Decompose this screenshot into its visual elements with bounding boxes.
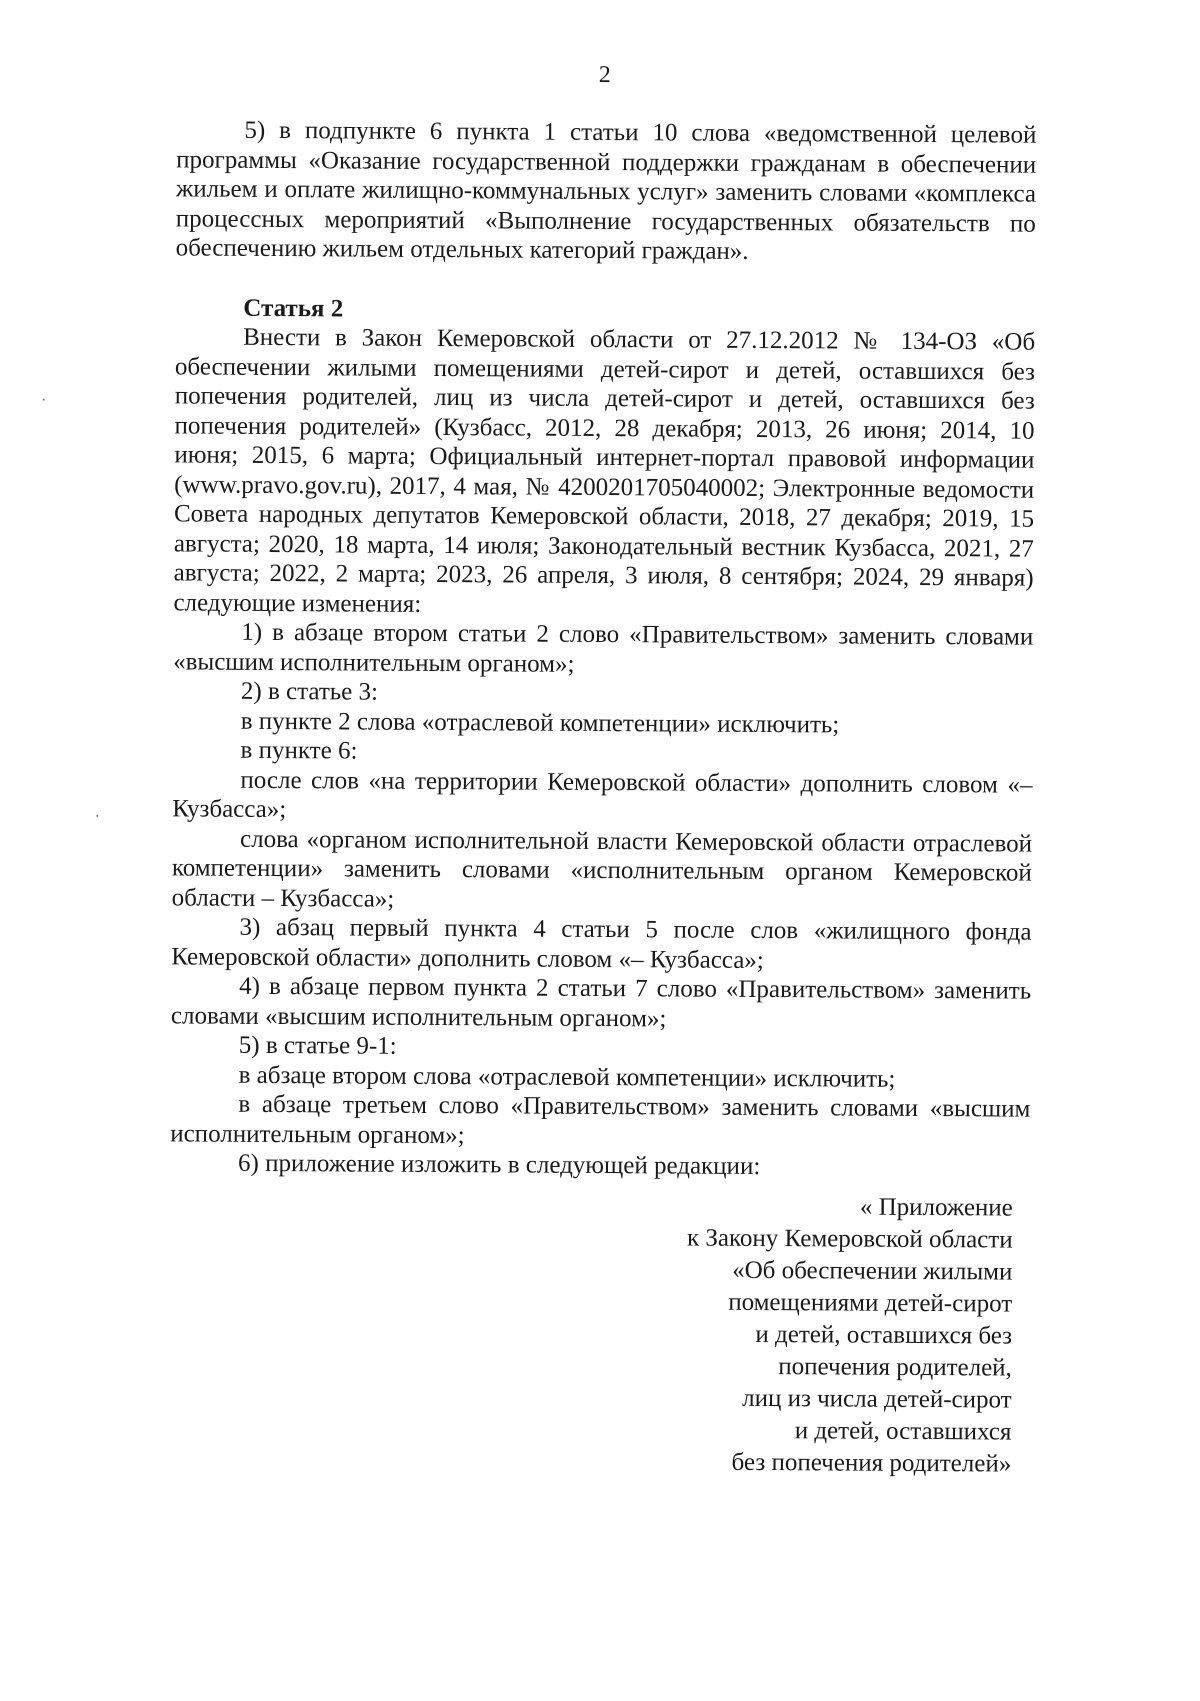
paragraph-item5: 5) в статье 9-1: bbox=[238, 1031, 397, 1060]
appendix-line: и детей, оставшихся без bbox=[755, 1320, 1013, 1350]
paragraph-item4: 4) в абзаце первом пункта 2 статьи 7 слово «Правительством» заменить словами «высшим исполнительным органом»; bbox=[170, 972, 1032, 1032]
paragraph-item2-b: в пункте 6: bbox=[240, 736, 358, 765]
article-2-heading: Статья 2 bbox=[243, 294, 344, 322]
article-2-intro: Внести в Закон Кемеровской области от 27.12.2012 № 134-ОЗ «Об обеспечении жилыми помещениями детей-сирот и детей, оставшихся без попечения родителей, лиц из числа детей-сирот и детей, оставшихся без попечения родителей» (Кузбасс, 2012, 28 декабря; 2013, 26 июня; 2014, 10 июня; 2015, 6 марта; Официальный интернет-портал правовой информации (www.pravo.gov.ru), 2017, 4 мая, № 4200201705040002; Электронные ведомости Совета народных депутатов Кемеровской области, 2018, 27 декабря; 2019, 15 августа; 2020, 18 марта, 14 июля; Законодательный вестник Кузбасса, 2021, 27 августа; 2022, 2 марта; 2023, 26 апреля, 3 июля, 8 сентября; 2024, 29 января) следующие изменения: bbox=[173, 323, 1036, 618]
paragraph-item2-a: в пункте 2 слова «отраслевой компетенции» исключить; bbox=[240, 707, 840, 738]
paragraph-item1: 1) в абзаце втором статьи 2 слово «Правительством» заменить словами «высшим исполнительным органом»; bbox=[173, 618, 1034, 678]
paragraph-item2-c: после слов «на территории Кемеровской области» дополнить словом «– Кузбасса»; bbox=[172, 766, 1033, 824]
scan-artifact-dot bbox=[96, 815, 98, 817]
appendix-line: и детей, оставшихся bbox=[794, 1417, 1012, 1446]
document-body bbox=[170, 115, 1036, 1183]
page-number: 2 bbox=[598, 61, 611, 89]
appendix-line: к Закону Кемеровской области bbox=[686, 1224, 1013, 1254]
paragraph-item2: 2) в статье 3: bbox=[240, 677, 379, 706]
paragraph-item5-a: в абзаце втором слова «отраслевой компетенции» исключить; bbox=[238, 1061, 896, 1093]
appendix-header bbox=[551, 1190, 1013, 1481]
paragraph-item5-b: в абзаце третьем слово «Правительством» заменить словами «высшим исполнительным органом»; bbox=[170, 1090, 1031, 1149]
appendix-line: лиц из числа детей-сирот bbox=[742, 1384, 1012, 1414]
appendix-line: «Об обеспечении жилыми bbox=[732, 1256, 1013, 1286]
appendix-line: попечения родителей, bbox=[778, 1353, 1012, 1382]
appendix-line: без попечения родителей» bbox=[731, 1448, 1012, 1478]
paragraph-item6: 6) приложение изложить в следующей редакции: bbox=[237, 1149, 761, 1180]
paragraph-item3: 3) абзац первый пункта 4 статьи 5 после слов «жилищного фонда Кемеровской области» дополнить словом «– Кузбасса»; bbox=[171, 913, 1032, 974]
paragraph-item5-article1: 5) в подпункте 6 пункта 1 статьи 10 слова «ведомственной целевой программы «Оказание государственной поддержки гражданам в обеспечении жильем и оплате жилищно-коммунальных услуг» заменить словами «комплекса процессных мероприятий «Выполнение государственных обязательств по обеспечению жильем отдельных категорий граждан». bbox=[175, 116, 1037, 265]
appendix-line: « Приложение bbox=[859, 1193, 1013, 1222]
scan-artifact-dot bbox=[43, 399, 45, 401]
appendix-line: помещениями детей-сирот bbox=[728, 1288, 1013, 1318]
paragraph-item2-d: слова «органом исполнительной власти Кемеровской области отраслевой компетенции» заменить словами «исполнительным органом Кемеровской области – Кузбасса»; bbox=[171, 825, 1033, 913]
